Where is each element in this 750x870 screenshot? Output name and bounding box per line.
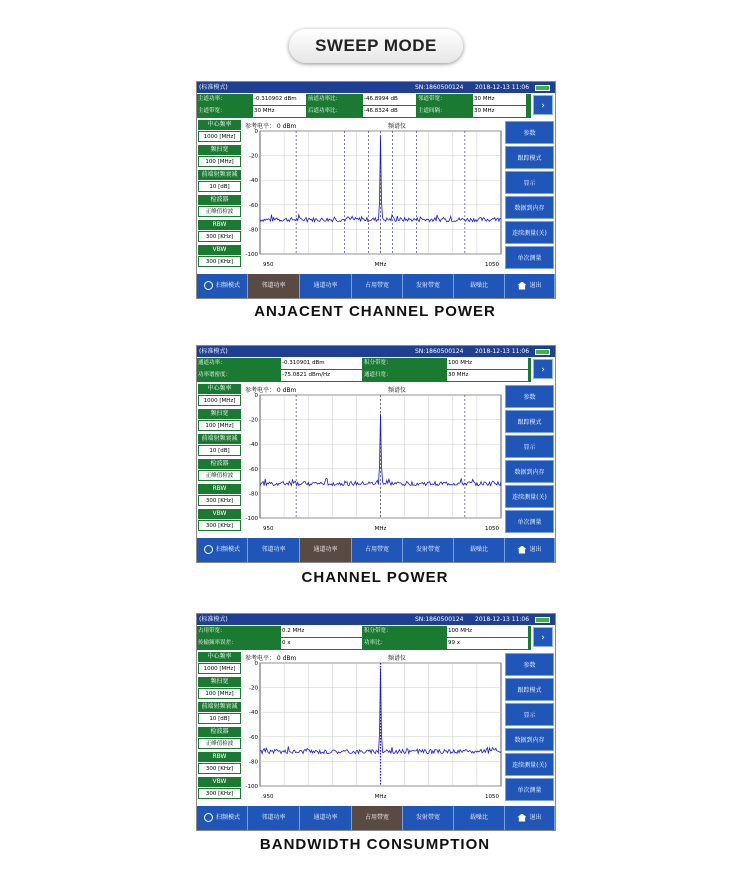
datetime: 2018-12-13 11:06: [475, 348, 530, 355]
y-tick-label: -60: [249, 202, 258, 209]
setting-label: VBW: [198, 245, 241, 255]
measurement-value: 30 MHz: [253, 106, 306, 117]
x-unit-label: MHz: [374, 262, 387, 268]
tab-button[interactable]: [403, 538, 454, 562]
tab-label: 发射带宽: [415, 546, 440, 553]
measurement-label: 主道带宽：: [197, 106, 253, 117]
setting-label: 检波器: [198, 727, 241, 737]
tab-label: 通道功率: [313, 282, 338, 289]
setting-label: VBW: [198, 777, 241, 787]
tab-label: 通道功率: [313, 814, 338, 821]
x-end-label: 1050: [485, 794, 499, 800]
setting-value[interactable]: 300 [KHz]: [198, 231, 241, 242]
spectrum-plot: [243, 652, 504, 804]
x-start-label: 950: [263, 526, 274, 532]
tab-label: 扫频模式: [215, 546, 240, 553]
tab-label: 占用带宽: [364, 546, 389, 553]
tab-label: 载噪比: [469, 282, 488, 289]
tab-button[interactable]: [454, 274, 505, 298]
serial-number: SN:1860500124: [415, 616, 464, 623]
measurement-value: 100 MHz: [447, 626, 528, 637]
y-tick-label: 0: [254, 129, 258, 135]
title-bar: [197, 82, 555, 93]
setting-value[interactable]: 1000 [MHz]: [198, 663, 241, 674]
measurement-panel: [197, 626, 531, 650]
measurement-label: 邻道带宽：: [417, 94, 473, 105]
settings-panel: [197, 384, 242, 536]
measurement-panel: [197, 94, 531, 118]
mode-label: (标准模式): [199, 84, 228, 91]
plot-title: 频谱仪: [388, 655, 407, 662]
exit-button[interactable]: [505, 538, 555, 562]
reference-level: 参考电平： 0 dBm: [245, 655, 297, 662]
tab-label: 发射带宽: [415, 282, 440, 289]
spectrum-chart: [243, 120, 504, 272]
setting-value[interactable]: 10 [dB]: [198, 445, 241, 456]
tab-label: 占用带宽: [364, 814, 389, 821]
tab-label: 占用带宽: [364, 282, 389, 289]
bottom-tab-bar: [197, 806, 555, 830]
softkey-panel: [505, 384, 555, 536]
setting-value[interactable]: 100 [MHz]: [198, 156, 241, 167]
measurement-label: 功率谱密度：: [197, 370, 281, 381]
measurement-value: -75.0821 dBm/Hz: [281, 370, 362, 381]
measurement-label: 功率比：: [363, 638, 447, 649]
settings-panel: [197, 652, 242, 804]
sweep-icon: [204, 281, 213, 290]
measurement-label: 通道扫宽：: [363, 370, 447, 381]
setting-value[interactable]: 10 [dB]: [198, 713, 241, 724]
tab-button[interactable]: [248, 274, 300, 298]
tab-button[interactable]: [300, 806, 352, 830]
screen-caption: CHANNEL POWER: [301, 569, 449, 586]
y-tick-label: -60: [249, 466, 258, 473]
y-tick-label: 0: [254, 661, 258, 667]
softkey-panel: [505, 652, 555, 804]
tab-button[interactable]: [454, 806, 505, 830]
setting-value[interactable]: 100 [MHz]: [198, 420, 241, 431]
setting-label: 频扫宽: [198, 145, 241, 155]
x-end-label: 1050: [485, 262, 499, 268]
tab-label: 邻道功率: [261, 546, 286, 553]
setting-value[interactable]: 正峰值检波: [198, 738, 241, 749]
setting-label: RBW: [198, 220, 241, 230]
tab-label: 载噪比: [469, 546, 488, 553]
sweep-mode-title: SWEEP MODE: [289, 29, 463, 63]
tab-button[interactable]: [352, 538, 403, 562]
measurement-label: 积分带宽：: [363, 358, 447, 369]
softkey-button[interactable]: 参数: [505, 385, 554, 408]
softkey-button[interactable]: 连续测量(关): [505, 753, 554, 776]
datetime: 2018-12-13 11:06: [475, 616, 530, 623]
mode-label: (标准模式): [199, 348, 228, 355]
y-tick-label: -40: [249, 710, 258, 717]
battery-icon: [535, 85, 550, 91]
exit-button[interactable]: [505, 274, 555, 298]
next-page-button[interactable]: ›: [533, 359, 553, 379]
setting-label: 频扫宽: [198, 409, 241, 419]
tab-button[interactable]: [197, 806, 248, 830]
tab-button[interactable]: [352, 806, 403, 830]
x-unit-label: MHz: [374, 794, 387, 800]
softkey-button[interactable]: 显示: [505, 171, 554, 194]
x-end-label: 1050: [485, 526, 499, 532]
setting-label: RBW: [198, 752, 241, 762]
analyzer-screen: [196, 345, 556, 563]
x-start-label: 950: [263, 794, 274, 800]
tab-label: 发射带宽: [415, 814, 440, 821]
y-tick-label: -40: [249, 442, 258, 449]
tab-label: 扫频模式: [215, 282, 240, 289]
setting-value[interactable]: 1000 [MHz]: [198, 131, 241, 142]
x-start-label: 950: [263, 262, 274, 268]
tab-label: 退出: [529, 814, 542, 821]
y-tick-label: 0: [254, 393, 258, 399]
y-tick-label: -100: [245, 252, 258, 258]
setting-value[interactable]: 1000 [MHz]: [198, 395, 241, 406]
setting-value[interactable]: 300 [KHz]: [198, 256, 241, 267]
setting-label: 频扫宽: [198, 677, 241, 687]
tab-label: 退出: [529, 282, 542, 289]
setting-label: 中心频率: [198, 384, 241, 394]
tab-label: 退出: [529, 546, 542, 553]
setting-label: 前端射频衰减: [198, 434, 241, 444]
setting-value[interactable]: 10 [dB]: [198, 181, 241, 192]
measurement-label: 传输频率误差：: [197, 638, 281, 649]
setting-value[interactable]: 正峰值检波: [198, 206, 241, 217]
reference-level: 参考电平： 0 dBm: [245, 123, 297, 130]
softkey-button[interactable]: 显示: [505, 435, 554, 458]
y-tick-label: -60: [249, 734, 258, 741]
setting-label: 前端射频衰减: [198, 702, 241, 712]
y-tick-label: -40: [249, 178, 258, 185]
measurement-label: 通道功率：: [197, 358, 281, 369]
setting-value[interactable]: 100 [MHz]: [198, 688, 241, 699]
y-tick-label: -20: [249, 417, 258, 424]
setting-value[interactable]: 300 [KHz]: [198, 788, 241, 799]
tab-button[interactable]: [197, 274, 248, 298]
setting-value[interactable]: 正峰值检波: [198, 470, 241, 481]
softkey-panel: [505, 120, 555, 272]
tab-button[interactable]: [300, 538, 352, 562]
next-page-button[interactable]: ›: [533, 95, 553, 115]
measurement-label: 后道功率比：: [307, 106, 363, 117]
home-icon: [517, 546, 526, 554]
screen-caption: ANJACENT CHANNEL POWER: [254, 303, 496, 320]
spectrum-plot: [243, 120, 504, 272]
tab-button[interactable]: [352, 274, 403, 298]
tab-label: 载噪比: [469, 814, 488, 821]
setting-value[interactable]: 300 [KHz]: [198, 763, 241, 774]
tab-button[interactable]: [403, 274, 454, 298]
sweep-icon: [204, 813, 213, 822]
softkey-button[interactable]: 连续测量(关): [505, 221, 554, 244]
tab-label: 扫频模式: [215, 814, 240, 821]
softkey-button[interactable]: 单次测量: [505, 246, 554, 269]
spectrum-chart: [243, 384, 504, 536]
bottom-tab-bar: [197, 274, 555, 298]
measurement-label: 主道功率：: [197, 94, 253, 105]
screen-caption: BANDWIDTH CONSUMPTION: [259, 836, 491, 853]
softkey-button[interactable]: 跟踪模式: [505, 410, 554, 433]
analyzer-screen: [196, 613, 556, 831]
y-tick-label: -80: [249, 491, 258, 498]
softkey-button[interactable]: 参数: [505, 653, 554, 676]
setting-label: 前端射频衰减: [198, 170, 241, 180]
softkey-button[interactable]: 数据到内存: [505, 196, 554, 219]
softkey-button[interactable]: 跟踪模式: [505, 678, 554, 701]
plot-title: 频谱仪: [388, 387, 407, 394]
measurement-value: 30 MHz: [447, 370, 528, 381]
tab-button[interactable]: [248, 806, 300, 830]
softkey-button[interactable]: 数据到内存: [505, 728, 554, 751]
battery-icon: [535, 349, 550, 355]
exit-button[interactable]: [505, 806, 555, 830]
y-tick-label: -100: [245, 516, 258, 522]
measurement-value: -46.8324 dB: [363, 106, 416, 117]
measurement-value: 30 MHz: [473, 94, 526, 105]
softkey-button[interactable]: 单次测量: [505, 778, 554, 801]
setting-value[interactable]: 300 [KHz]: [198, 520, 241, 531]
measurement-panel: [197, 358, 531, 382]
measurement-label: 前道功率比：: [307, 94, 363, 105]
softkey-button[interactable]: 数据到内存: [505, 460, 554, 483]
title-bar: [197, 346, 555, 357]
analyzer-screen: [196, 81, 556, 299]
softkey-button[interactable]: 单次测量: [505, 510, 554, 533]
y-tick-label: -20: [249, 153, 258, 160]
battery-icon: [535, 617, 550, 623]
serial-number: SN:1860500124: [415, 348, 464, 355]
tab-button[interactable]: [248, 538, 300, 562]
sweep-icon: [204, 545, 213, 554]
title-bar: [197, 614, 555, 625]
bottom-tab-bar: [197, 538, 555, 562]
measurement-value: -0.310901 dBm: [281, 358, 362, 369]
setting-label: RBW: [198, 484, 241, 494]
measurement-value: 0 x: [281, 638, 362, 649]
measurement-value: 30 MHz: [473, 106, 526, 117]
y-tick-label: -80: [249, 759, 258, 766]
spectrum-plot: [243, 384, 504, 536]
tab-button[interactable]: [454, 538, 505, 562]
measurement-value: 99 x: [447, 638, 528, 649]
setting-label: 检波器: [198, 459, 241, 469]
setting-label: 检波器: [198, 195, 241, 205]
plot-title: 频谱仪: [388, 123, 407, 130]
softkey-button[interactable]: 连续测量(关): [505, 485, 554, 508]
tab-button[interactable]: [197, 538, 248, 562]
home-icon: [517, 814, 526, 822]
serial-number: SN:1860500124: [415, 84, 464, 91]
y-tick-label: -20: [249, 685, 258, 692]
measurement-value: -46.8994 dB: [363, 94, 416, 105]
setting-label: VBW: [198, 509, 241, 519]
measurement-label: 占用带宽：: [197, 626, 281, 637]
home-icon: [517, 282, 526, 290]
settings-panel: [197, 120, 242, 272]
softkey-button[interactable]: 参数: [505, 121, 554, 144]
y-tick-label: -80: [249, 227, 258, 234]
setting-value[interactable]: 300 [KHz]: [198, 495, 241, 506]
setting-label: 中心频率: [198, 120, 241, 130]
datetime: 2018-12-13 11:06: [475, 84, 530, 91]
mode-label: (标准模式): [199, 616, 228, 623]
measurement-value: -0.310902 dBm: [253, 94, 306, 105]
tab-label: 通道功率: [313, 546, 338, 553]
tab-button[interactable]: [403, 806, 454, 830]
tab-label: 邻道功率: [261, 282, 286, 289]
measurement-label: 主道间隔：: [417, 106, 473, 117]
y-tick-label: -100: [245, 784, 258, 790]
measurement-value: 100 MHz: [447, 358, 528, 369]
tab-label: 邻道功率: [261, 814, 286, 821]
softkey-button[interactable]: 显示: [505, 703, 554, 726]
x-unit-label: MHz: [374, 526, 387, 532]
next-page-button[interactable]: ›: [533, 627, 553, 647]
softkey-button[interactable]: 跟踪模式: [505, 146, 554, 169]
setting-label: 中心频率: [198, 652, 241, 662]
spectrum-chart: [243, 652, 504, 804]
measurement-value: 0.2 MHz: [281, 626, 362, 637]
tab-button[interactable]: [300, 274, 352, 298]
reference-level: 参考电平： 0 dBm: [245, 387, 297, 394]
measurement-label: 积分带宽：: [363, 626, 447, 637]
